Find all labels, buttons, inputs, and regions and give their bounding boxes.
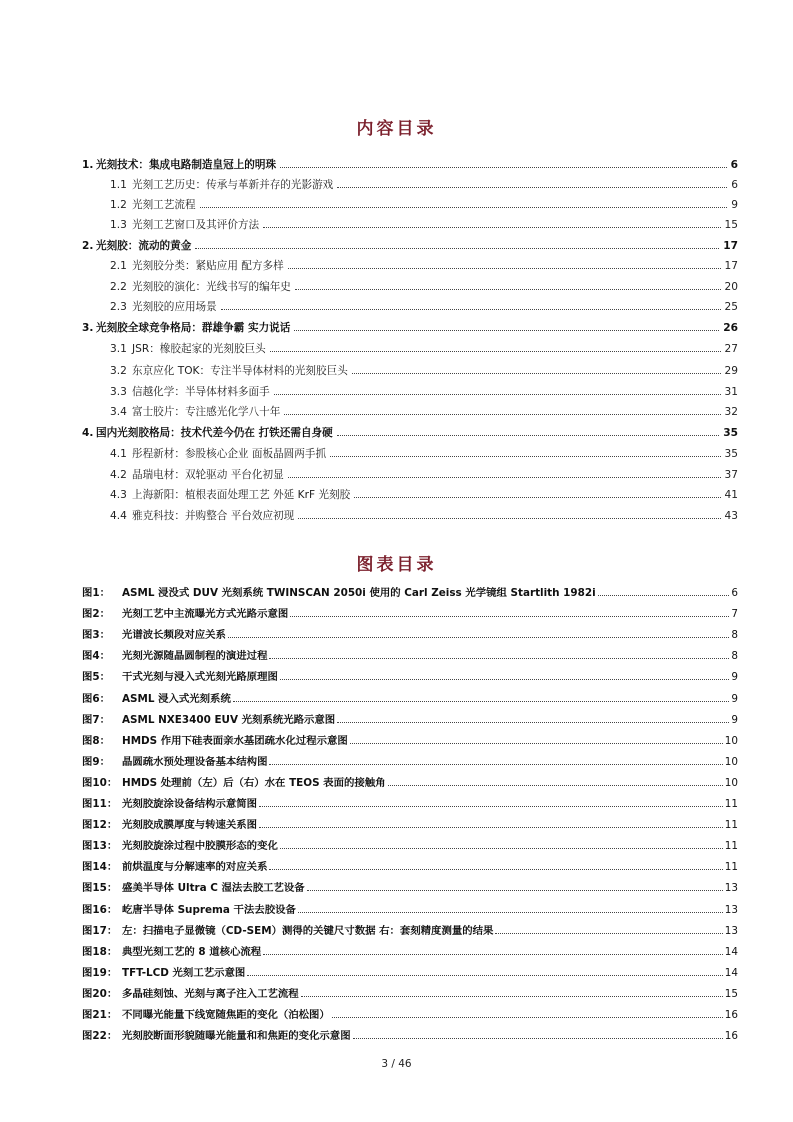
figure-entry[interactable] <box>82 648 738 664</box>
leader-dots <box>259 827 723 828</box>
figure-entry-label: 光刻光源随晶圆制程的演进过程 <box>122 650 268 663</box>
figure-entry[interactable] <box>82 669 738 685</box>
figure-entry-label: 盛美半导体 Ultra C 湿法去胶工艺设备 <box>122 882 305 895</box>
leader-dots <box>233 701 730 702</box>
toc-entry-number: 3.2 <box>110 365 127 377</box>
toc-entry[interactable] <box>110 384 738 400</box>
figure-entry-number: 图6： <box>82 692 111 705</box>
toc-entry-page: 17 <box>724 260 738 272</box>
figure-entry[interactable] <box>82 606 738 622</box>
figure-entry-label: ASML 浸没式 DUV 光刻系统 TWINSCAN 2050i 使用的 Carl Zeiss 光学镜组 Startlith 1982i <box>122 587 596 599</box>
toc-entry-page: 6 <box>730 159 738 171</box>
figure-entry-number: 图12： <box>82 819 118 832</box>
toc-entry-label: 光刻胶的演化：光线书写的编年史 <box>132 281 291 293</box>
figure-entry-label: 光刻工艺中主流曝光方式光路示意图 <box>122 608 289 621</box>
toc-entry-label: 光刻胶全球竞争格局：群雄争霸 实力说话 <box>96 322 291 334</box>
figure-entry-page: 9 <box>731 713 738 726</box>
leader-dots <box>295 289 721 290</box>
figure-entry-page: 7 <box>731 608 738 621</box>
leader-dots <box>388 785 723 786</box>
figure-entry-label: 左：扫描电子显微镜（CD-SEM）测得的关键尺寸数据 右：套刻精度测量的结果 <box>122 924 494 937</box>
figure-entry-number: 图19： <box>82 966 118 979</box>
toc-entry-number: 2.1 <box>110 260 127 272</box>
leader-dots <box>301 996 723 997</box>
leader-dots <box>290 616 729 617</box>
leader-dots <box>337 187 727 188</box>
figure-entry[interactable] <box>82 1007 738 1023</box>
figure-entry-number: 图4： <box>82 650 111 663</box>
toc-entry[interactable] <box>110 299 738 315</box>
figure-entry-label: ASML 浸入式光刻系统 <box>122 692 231 705</box>
leader-dots <box>294 330 719 331</box>
figure-entry-number: 图5： <box>82 671 111 684</box>
figure-entry-number: 图3： <box>82 629 111 642</box>
toc-entry-label: 彤程新材：参股核心企业 面板晶圆两手抓 <box>132 448 327 460</box>
figure-entry[interactable] <box>82 733 738 749</box>
toc-entry-page: 9 <box>731 199 738 211</box>
figure-entry-page: 15 <box>724 987 738 1000</box>
figure-entry-page: 10 <box>724 734 738 747</box>
toc-entry-number: 1.1 <box>110 179 127 191</box>
leader-dots <box>259 806 723 807</box>
toc-entry[interactable] <box>110 177 738 193</box>
toc-entry[interactable] <box>82 425 738 441</box>
figure-entry[interactable] <box>82 986 738 1002</box>
figure-entry[interactable] <box>82 712 738 728</box>
leader-dots <box>280 679 730 680</box>
leader-dots <box>280 848 723 849</box>
figure-entry[interactable] <box>82 965 738 981</box>
figure-entry-label: 前烘温度与分解速率的对应关系 <box>122 861 268 874</box>
leader-dots <box>200 207 728 208</box>
toc-entry-label: 光刻技术：集成电路制造皇冠上的明珠 <box>96 159 277 171</box>
leader-dots <box>263 227 720 228</box>
toc-entry[interactable] <box>110 508 738 524</box>
toc-entry-number: 4.1 <box>110 448 127 460</box>
figure-entry-page: 11 <box>724 861 738 874</box>
toc-entry-page: 29 <box>724 365 738 377</box>
toc-entry-label: 上海新阳：植根表面处理工艺 外延 KrF 光刻胶 <box>132 489 351 501</box>
leader-dots <box>247 975 722 976</box>
leader-dots <box>270 351 721 352</box>
toc-title: 内容目录 <box>356 119 437 139</box>
leader-dots <box>352 373 721 374</box>
toc-entry-label: 信越化学：半导体材料多面手 <box>132 386 270 398</box>
leader-dots <box>330 456 720 457</box>
leader-dots <box>263 954 723 955</box>
toc-entry-label: 富士胶片：专注感光化学八十年 <box>132 406 281 418</box>
figure-entry[interactable] <box>82 585 738 601</box>
figure-entry-page: 16 <box>724 1009 738 1021</box>
toc-entry-label: 光刻胶分类：紧贴应用 配方多样 <box>132 260 284 272</box>
leader-dots <box>269 764 722 765</box>
toc-entry-page: 43 <box>724 510 738 522</box>
figure-entry[interactable] <box>82 902 738 918</box>
figure-entry[interactable] <box>82 880 738 896</box>
leader-dots <box>337 435 720 436</box>
figure-entry-label: 光谱波长频段对应关系 <box>122 629 226 642</box>
toc-entry-number: 2.3 <box>110 301 127 313</box>
figure-entry-label: ASML NXE3400 EUV 光刻系统光路示意图 <box>122 713 336 726</box>
toc-entry-label: JSR：橡胶起家的光刻胶巨头 <box>132 343 266 355</box>
leader-dots <box>274 394 721 395</box>
figure-entry-number: 图20： <box>82 987 118 1000</box>
figure-entry-number: 图1： <box>82 587 111 599</box>
toc-entry[interactable] <box>110 446 738 462</box>
figure-entry[interactable] <box>82 691 738 707</box>
figure-entry-number: 图7： <box>82 713 111 726</box>
toc-entry-page: 35 <box>723 427 738 439</box>
toc-entry-number: 1.2 <box>110 199 127 211</box>
leader-dots <box>284 414 720 415</box>
figure-entry-label: 典型光刻工艺的 8 道核心流程 <box>122 945 262 958</box>
figure-entry-page: 11 <box>724 798 738 810</box>
figure-entry[interactable] <box>82 923 738 939</box>
figure-entry-page: 6 <box>731 587 738 599</box>
toc-entry-number: 4.4 <box>110 510 127 522</box>
toc-entry-page: 25 <box>724 301 738 313</box>
toc-entry[interactable] <box>110 279 738 295</box>
leader-dots <box>350 743 723 744</box>
figure-entry-page: 11 <box>724 840 738 853</box>
figure-entry-label: 光刻胶旋涂过程中胶膜形态的变化 <box>122 840 278 853</box>
figure-entry-label: 不同曝光能量下线宽随焦距的变化（泊松图） <box>122 1009 330 1021</box>
figure-entry[interactable] <box>82 775 738 791</box>
toc-entry-page: 6 <box>731 179 738 191</box>
figure-entry-number: 图18： <box>82 945 118 958</box>
figure-entry-page: 9 <box>731 692 738 705</box>
figure-entry-number: 图14： <box>82 861 118 874</box>
leader-dots <box>288 477 721 478</box>
toc-entry-page: 41 <box>724 489 738 501</box>
leader-dots <box>195 248 719 249</box>
toc-entry-number: 4.3 <box>110 489 127 501</box>
figure-entry-number: 图22： <box>82 1030 118 1043</box>
leader-dots <box>269 869 722 870</box>
figure-entry[interactable] <box>82 754 738 770</box>
figure-entry-number: 图17： <box>82 924 118 937</box>
figure-entry-page: 16 <box>724 1030 738 1043</box>
toc-entry-page: 15 <box>724 219 738 231</box>
figure-entry[interactable] <box>82 859 738 875</box>
toc-entry-page: 32 <box>724 406 738 418</box>
figure-entry-label: 晶圆疏水预处理设备基本结构图 <box>122 755 268 768</box>
figure-entry-number: 图8： <box>82 734 111 747</box>
toc-entry-number: 2.2 <box>110 281 127 293</box>
toc-entry-page: 35 <box>724 448 738 460</box>
leader-dots <box>337 722 729 723</box>
figure-entry-page: 14 <box>724 966 738 979</box>
figure-entry-page: 10 <box>724 776 738 789</box>
toc-entry-number: 3. <box>82 322 94 334</box>
figure-entry-label: 多晶硅刻蚀、光刻与离子注入工艺流程 <box>122 987 299 1000</box>
figure-entry[interactable] <box>82 796 738 812</box>
figure-entry-page: 11 <box>724 819 738 832</box>
toc-entry-label: 光刻工艺窗口及其评价方法 <box>132 219 260 231</box>
figure-entry-page: 8 <box>731 629 738 642</box>
leader-dots <box>280 167 727 168</box>
toc-entry-number: 3.4 <box>110 406 127 418</box>
figure-entry-number: 图10： <box>82 776 118 789</box>
toc-entry[interactable] <box>82 157 738 173</box>
leader-dots <box>307 890 723 891</box>
toc-entry-label: 光刻工艺历史：传承与革新并存的光影游戏 <box>132 179 334 191</box>
toc-entry-number: 4.2 <box>110 469 127 481</box>
figure-entry[interactable] <box>82 627 738 643</box>
figure-entry-number: 图21： <box>82 1009 118 1021</box>
figure-entry-page: 14 <box>724 945 738 958</box>
toc-entry-page: 31 <box>724 386 738 398</box>
page-number: 3 / 46 <box>381 1058 412 1070</box>
toc-entry[interactable] <box>110 404 738 420</box>
figure-entry[interactable] <box>82 944 738 960</box>
figure-entry-page: 8 <box>731 650 738 663</box>
figure-entry-label: 干式光刻与浸入式光刻光路原理图 <box>122 671 278 684</box>
toc-entry-number: 1.3 <box>110 219 127 231</box>
figure-entry[interactable] <box>82 817 738 833</box>
toc-entry-page: 17 <box>723 240 738 252</box>
toc-entry-label: 国内光刻胶格局：技术代差今仍在 打铁还需自身硬 <box>96 427 333 439</box>
toc-entry-page: 20 <box>724 281 738 293</box>
figure-entry-number: 图2： <box>82 608 111 621</box>
figure-entry-number: 图15： <box>82 882 118 895</box>
figure-entry-label: 光刻胶成膜厚度与转速关系图 <box>122 819 258 832</box>
figure-entry-page: 9 <box>731 671 738 684</box>
leader-dots <box>269 658 729 659</box>
toc-entry[interactable] <box>110 217 738 233</box>
figure-entry-label: HMDS 处理前（左）后（右）水在 TEOS 表面的接触角 <box>122 776 386 789</box>
leader-dots <box>495 933 722 934</box>
toc-entry[interactable] <box>110 341 738 357</box>
toc-entry-number: 4. <box>82 427 94 439</box>
toc-entry-label: 晶瑞电材：双轮驱动 平台化初显 <box>132 469 284 481</box>
toc-entry[interactable] <box>110 363 738 379</box>
toc-entry-label: 光刻胶的应用场景 <box>132 301 217 313</box>
figure-entry-page: 10 <box>724 755 738 768</box>
figure-entry-number: 图9： <box>82 755 111 768</box>
figure-entry-label: 光刻胶断面形貌随曝光能量和和焦距的变化示意图 <box>122 1030 351 1043</box>
figure-entry-label: TFT-LCD 光刻工艺示意图 <box>122 966 246 979</box>
toc-entry-number: 1. <box>82 159 94 171</box>
leader-dots <box>228 637 729 638</box>
toc-entry-label: 光刻工艺流程 <box>132 199 196 211</box>
toc-entry[interactable] <box>110 197 738 213</box>
figure-entry-number: 图11： <box>82 798 118 810</box>
toc-entry-page: 27 <box>724 343 738 355</box>
leader-dots <box>298 912 723 913</box>
toc-entry-number: 3.3 <box>110 386 127 398</box>
figure-entry-number: 图16： <box>82 903 118 916</box>
toc-entry-page: 26 <box>723 322 738 334</box>
figure-entry-page: 13 <box>724 903 738 916</box>
leader-dots <box>221 309 721 310</box>
figure-entry[interactable] <box>82 838 738 854</box>
leader-dots <box>353 1038 723 1039</box>
toc-entry[interactable] <box>82 320 738 336</box>
toc-entry-label: 雅克科技：并购整合 平台效应初现 <box>132 510 295 522</box>
figure-entry-label: 屹唐半导体 Suprema 干法去胶设备 <box>122 903 296 916</box>
leader-dots <box>354 497 720 498</box>
toc-entry-label: 东京应化 TOK：专注半导体材料的光刻胶巨头 <box>132 365 348 377</box>
figure-entry-page: 13 <box>724 882 738 895</box>
figure-entry-label: HMDS 作用下硅表面亲水基团疏水化过程示意图 <box>122 734 348 747</box>
figure-entry[interactable] <box>82 1028 738 1044</box>
toc-entry-number: 3.1 <box>110 343 127 355</box>
figure-entry-number: 图13： <box>82 840 118 853</box>
leader-dots <box>332 1017 723 1018</box>
toc-entry[interactable] <box>110 258 738 274</box>
toc-entry-number: 2. <box>82 240 94 252</box>
toc-entry[interactable] <box>110 467 738 483</box>
leader-dots <box>288 268 721 269</box>
toc-entry[interactable] <box>82 238 738 254</box>
toc-entry[interactable] <box>110 487 738 503</box>
toc-entry-label: 光刻胶：流动的黄金 <box>96 240 192 252</box>
figure-list-title: 图表目录 <box>356 555 437 575</box>
figure-entry-page: 13 <box>724 924 738 937</box>
leader-dots <box>598 595 730 596</box>
figure-entry-label: 光刻胶旋涂设备结构示意简图 <box>122 798 258 810</box>
leader-dots <box>298 518 720 519</box>
toc-entry-page: 37 <box>724 469 738 481</box>
